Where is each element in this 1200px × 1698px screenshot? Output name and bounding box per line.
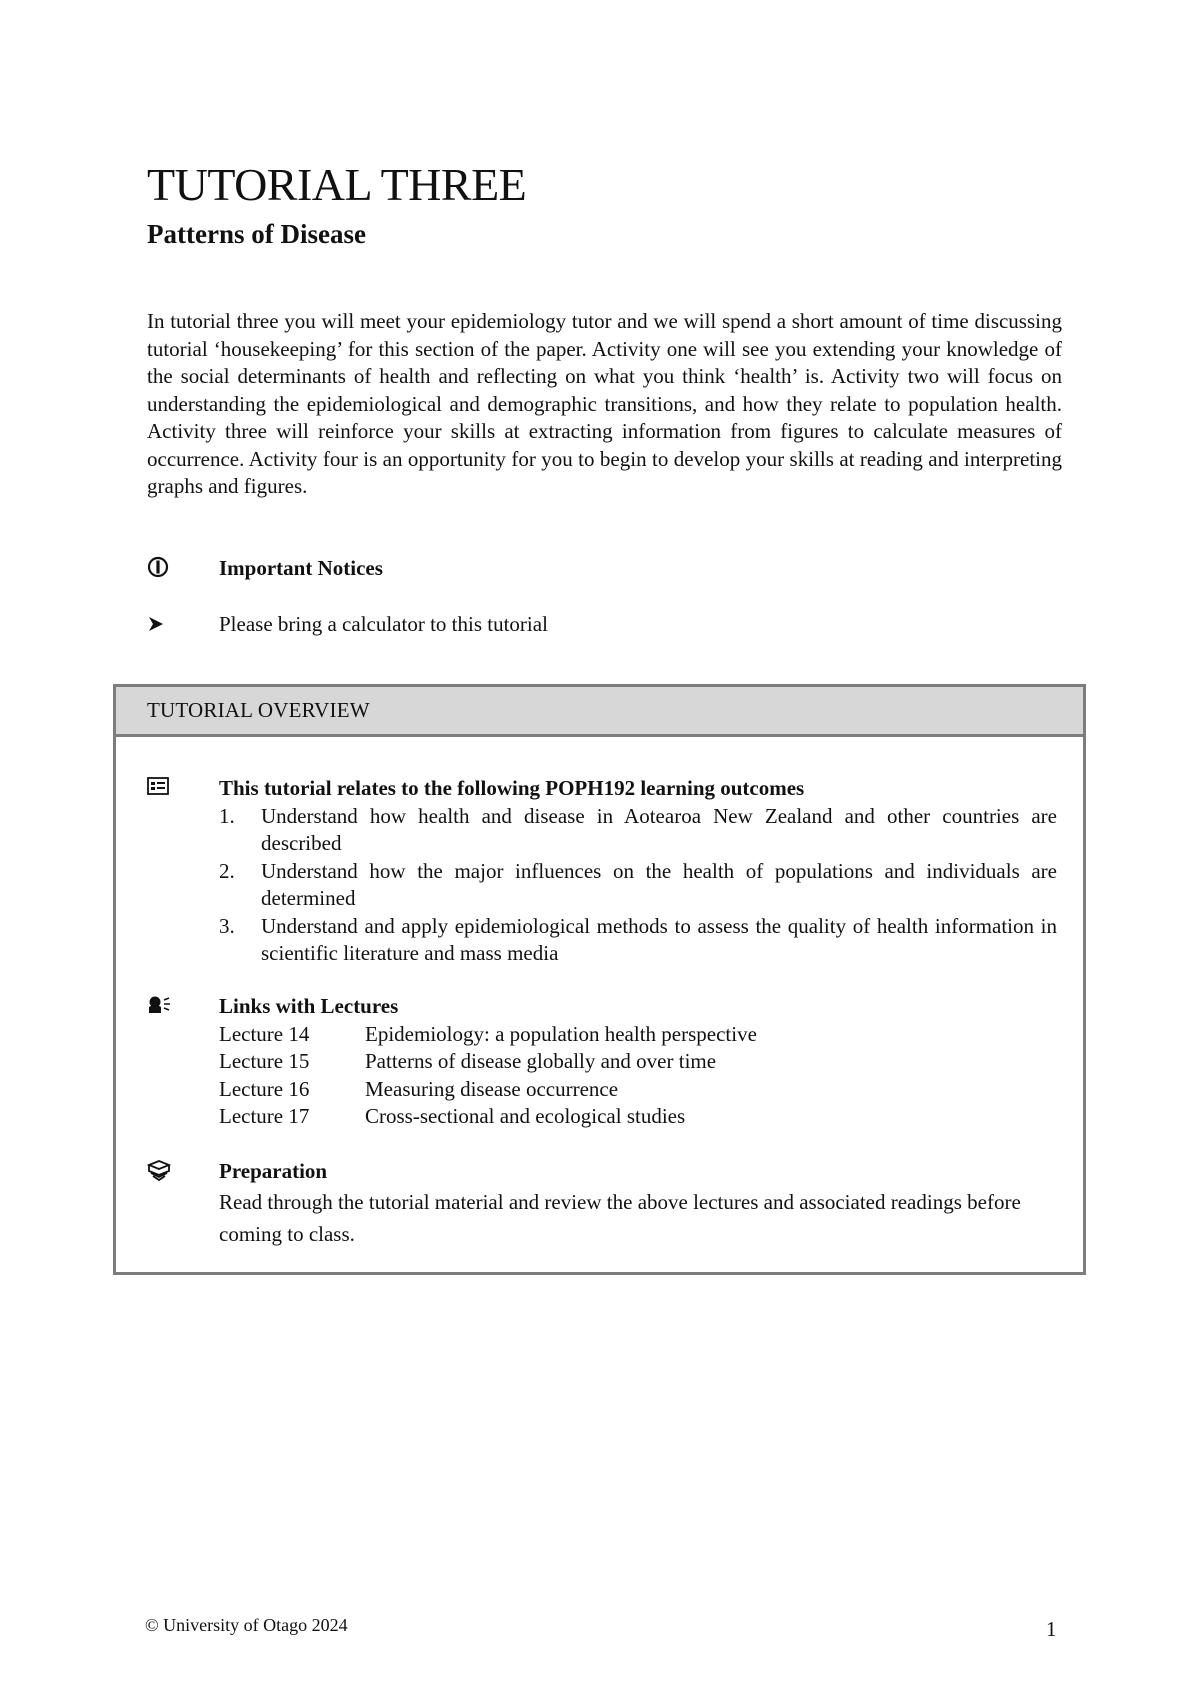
list-icon [147, 777, 175, 801]
preparation-text: Read through the tutorial material and review the above lectures and associated readings before coming to class. [219, 1189, 1021, 1246]
learning-outcomes-title: This tutorial relates to the following POPH192 learning outcomes [219, 776, 805, 800]
list-item [219, 1021, 1057, 1049]
list-item [219, 913, 1057, 968]
lecture-number: Lecture 17 [219, 1104, 310, 1128]
preparation-section [147, 1158, 1057, 1250]
page-subtitle: Patterns of Disease [147, 219, 366, 249]
lecture-title: Cross-sectional and ecological studies [365, 1104, 686, 1128]
tutorial-overview-header: TUTORIAL OVERVIEW [116, 687, 1083, 737]
lectures-title: Links with Lectures [219, 994, 399, 1018]
list-item-number: 1. [219, 803, 235, 828]
notice-item-text: Please bring a calculator to this tutorial [219, 612, 548, 636]
important-notices-heading [147, 556, 383, 581]
page-number: 1 [1046, 1617, 1057, 1641]
list-item-text: Understand how the major influences on the health of populations and individuals are determined [261, 858, 1057, 910]
books-icon [147, 1160, 175, 1184]
intro-paragraph: In tutorial three you will meet your epidemiology tutor and we will spend a short amount of time discussing tutorial ‘housekeeping’ for this section of the paper. Activity one will see you extending your knowledge of the social determinants of health and reflecting on what you think ‘health’ is. Activity two will focus on understanding the epidemiological and demographic transitions, and how they relate to population health. Activity three will reinforce your skills at extracting information from figures to calculate measures of occurrence. Activity four is an opportunity for you to begin to develop your skills at reading and interpreting graphs and figures. [147, 309, 1062, 498]
list-item [219, 858, 1057, 913]
learning-outcomes-list [219, 803, 1057, 968]
list-item [219, 803, 1057, 858]
notice-item [147, 612, 548, 637]
tutorial-overview-box [113, 684, 1086, 1275]
lecture-title: Epidemiology: a population health perspective [365, 1021, 757, 1046]
lectures-section [147, 993, 1057, 1131]
learning-outcomes-section [147, 775, 1057, 968]
list-item-number: 3. [219, 913, 235, 938]
lecture-title: Patterns of disease globally and over time [365, 1049, 717, 1073]
list-item-text: Understand and apply epidemiological methods to assess the quality of health information in scientific literature and mass media [261, 913, 1057, 965]
important-notices-title: Important Notices [219, 556, 383, 580]
lecture-number: Lecture 15 [219, 1049, 310, 1073]
info-icon [147, 556, 219, 581]
list-item [219, 1076, 1057, 1104]
speaker-icon [147, 995, 175, 1019]
footer-copyright: © University of Otago 2024 [145, 1615, 348, 1635]
page-title: TUTORIAL THREE [147, 159, 527, 210]
lecture-number: Lecture 16 [219, 1076, 310, 1101]
lecture-number: Lecture 14 [219, 1021, 310, 1046]
list-item [219, 1103, 1057, 1131]
list-item [219, 1048, 1057, 1076]
list-item-number: 2. [219, 858, 235, 883]
preparation-title: Preparation [219, 1159, 328, 1183]
lecture-title: Measuring disease occurrence [365, 1076, 619, 1101]
list-item-text: Understand how health and disease in Aotearoa New Zealand and other countries are described [261, 803, 1057, 855]
arrow-bullet-icon [147, 614, 219, 637]
